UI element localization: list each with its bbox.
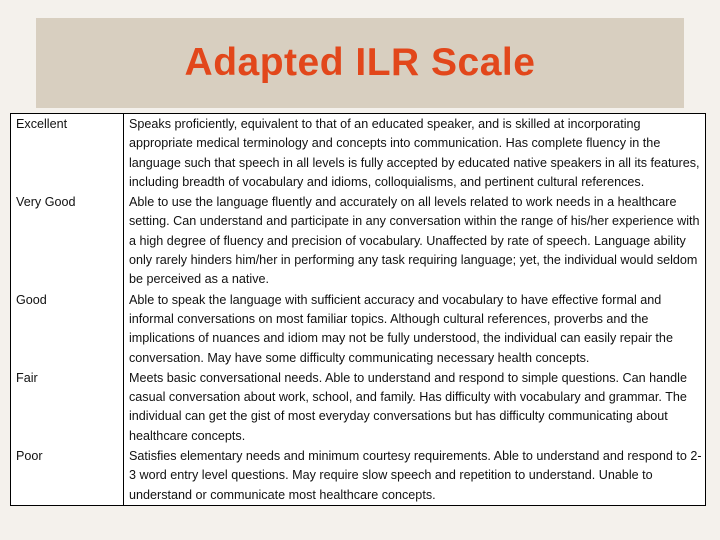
slide-title: Adapted ILR Scale <box>184 41 536 84</box>
table-row <box>11 446 706 505</box>
description-cell: Satisfies elementary needs and minimum courtesy requirements. Able to understand and respond to 2-3 word entry level questions. May require slow speech and repetition to understand. Unable to understand or communicate most healthcare concepts. <box>124 446 706 505</box>
table-row <box>11 192 706 289</box>
table-row <box>11 290 706 368</box>
table-row <box>11 368 706 446</box>
description-cell: Able to speak the language with sufficient accuracy and vocabulary to have effective formal and informal conversations on most familiar topics. Although cultural references, proverbs and the implications of nuances and idiom may not be fully understood, the individual can easily repair the conversation. May have some difficulty communicating necessary health concepts. <box>124 290 706 368</box>
ilr-scale-table <box>10 113 706 506</box>
description-cell: Speaks proficiently, equivalent to that of an educated speaker, and is skilled at incorporating appropriate medical terminology and concepts into communication. Has complete fluency in the language such that speech in all levels is fully accepted by educated native speakers in all its features, including breadth of vocabulary and idioms, colloquialisms, and pertinent cultural references. <box>124 114 706 193</box>
title-band <box>36 18 684 108</box>
table-row <box>11 114 706 193</box>
level-cell: Good <box>16 292 47 307</box>
level-cell: Very Good <box>16 195 76 210</box>
level-cell: Poor <box>16 449 43 464</box>
description-cell: Meets basic conversational needs. Able to understand and respond to simple questions. Can handle casual conversation about work, school, and family. Has difficulty with vocabulary and grammar. The individual can get the gist of most everyday conversations but has difficulty communicating about healthcare concepts. <box>124 368 706 446</box>
level-cell: Excellent <box>16 117 68 131</box>
level-cell: Fair <box>16 370 38 385</box>
description-cell: Able to use the language fluently and accurately on all levels related to work needs in a healthcare setting. Can understand and participate in any conversation within the range of his/her experience with a high degree of fluency and precision of vocabulary. Unaffected by rate of speech. Language ability only rarely hinders him/her in performing any task requiring language; yet, the individual would seldom be perceived as a native. <box>124 192 706 289</box>
